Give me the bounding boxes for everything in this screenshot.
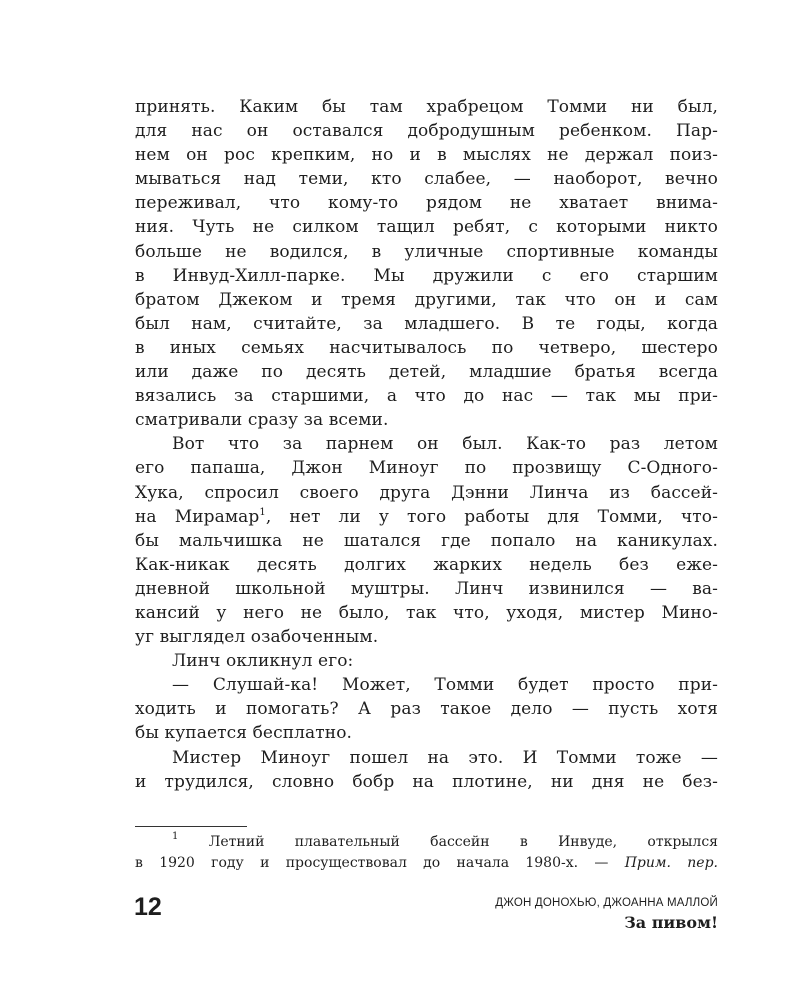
text-line: для нас он оставался добродушным ребенком. Пар- [135, 121, 718, 142]
text-line: Как-никак десять долгих жарких недель без еже- [135, 554, 718, 575]
text-line: Хука, спросил своего друга Дэнни Линча из бассей- [135, 482, 718, 503]
text-line: братом Джеком и тремя другими, так что он и сам [135, 289, 718, 310]
text-fragment: , нет ли у того работы для Томми, что- [265, 506, 718, 527]
text-line: его папаша, Джон Миноуг по прозвищу С-Одного- [135, 458, 718, 479]
running-author: ДЖОН ДОНОХЬЮ, ДЖОАННА МАЛЛОЙ [495, 897, 718, 909]
page-number: 12 [134, 893, 162, 921]
text-line: бы купается бесплатно. [135, 723, 353, 744]
footnote [135, 832, 718, 874]
main-text [135, 95, 718, 794]
footnote-line [135, 832, 718, 853]
text-line: в Инвуд-Хилл-парке. Мы дружили с его старшим [135, 265, 718, 286]
text-line: кансий у него не было, так что, уходя, мистер Мино- [135, 602, 718, 623]
text-line: ния. Чуть не силком тащил ребят, с которыми никто [135, 217, 718, 238]
translator-note: Прим. пер. [624, 855, 718, 871]
text-line-with-footnote [135, 505, 718, 529]
text-line: в иных семьях насчитывалось по четверо, шестеро [135, 337, 718, 358]
text-line: принять. Каким бы там храбрецом Томми ни был, [135, 97, 718, 117]
text-line: нем он рос крепким, но и в мыслях не держал поиз- [135, 145, 718, 166]
text-line: бы мальчишка не шатался где попало на каникулах. [135, 530, 718, 551]
text-line: — Слушай-ка! Может, Томми будет просто при- [172, 675, 718, 696]
text-line: дневной школьной муштры. Линч извинился — ва- [135, 578, 718, 599]
text-line: и трудился, словно бобр на плотине, ни дня не без- [135, 771, 718, 792]
running-title: За пивом! [624, 913, 718, 932]
text-line: переживал, что кому-то рядом не хватает внима- [135, 193, 718, 214]
text-line: вязались за старшими, а что до нас — так мы при- [135, 386, 718, 407]
text-line: Вот что за парнем он был. Как-то раз летом [172, 434, 718, 455]
text-line: Линч окликнул его: [172, 651, 354, 672]
text-line: Мистер Миноуг пошел на это. И Томми тоже — [172, 747, 718, 768]
text-line: мываться над теми, кто слабее, — наоборот, вечно [135, 169, 718, 190]
footnote-text: Летний плавательный бассейн в Инвуде, открылся [208, 834, 718, 850]
footnote-divider [135, 826, 247, 827]
footnote-text: в 1920 году и просуществовал до начала 1980-х. — [135, 855, 609, 871]
footnote-line [135, 853, 718, 874]
text-line: сматривали сразу за всеми. [135, 410, 389, 431]
text-line: ходить и помогать? А раз такое дело — пусть хотя [135, 699, 718, 720]
text-line: или даже по десять детей, младшие братья всегда [135, 362, 718, 383]
text-line: был нам, считайте, за младшего. В те годы, когда [135, 313, 718, 334]
text-line: уг выглядел озабоченным. [135, 627, 379, 648]
text-fragment: на Мирамар [135, 506, 260, 527]
text-line: больше не водился, в уличные спортивные команды [135, 241, 718, 262]
footnote-marker: 1 [172, 831, 179, 842]
footnote-reference: 1 [259, 506, 266, 518]
